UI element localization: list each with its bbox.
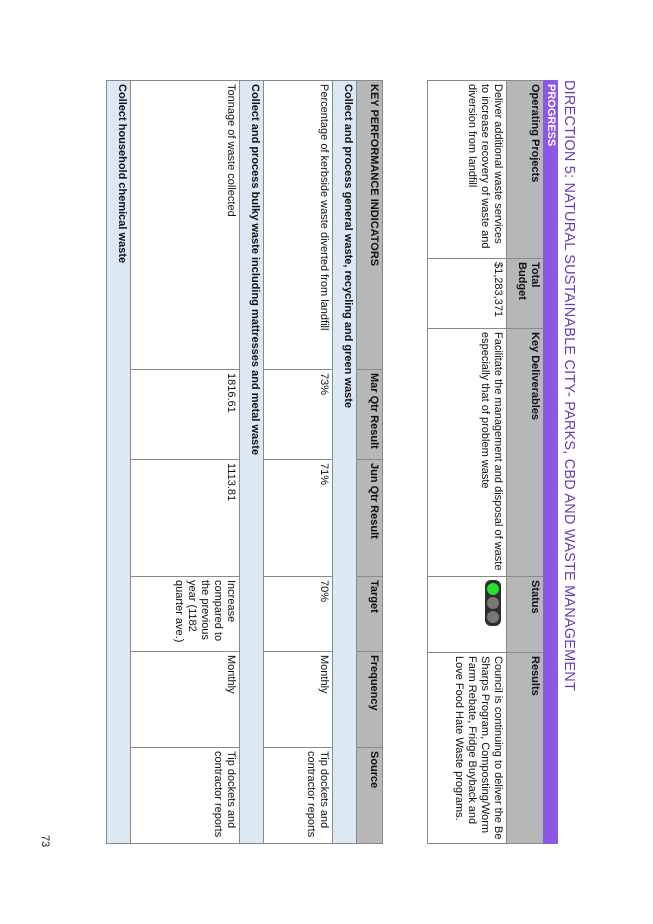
progress-band: PROGRESS: [544, 81, 558, 844]
header-target: Target: [357, 577, 383, 652]
red-light-icon: [487, 611, 499, 623]
header-jun-result: Jun Qtr Result: [357, 460, 383, 577]
amber-light-icon: [487, 597, 499, 609]
kpi-target: Increase compared to the previous year (1182 quarter ave.): [131, 577, 240, 652]
kpi-target: 70%: [264, 577, 333, 652]
project-budget: $1,283,371: [428, 259, 507, 329]
header-status: Status: [507, 577, 544, 653]
operating-projects-table: [427, 80, 558, 844]
kpi-mar-result: 1816.61: [131, 370, 240, 460]
header-frequency: Frequency: [357, 652, 383, 748]
header-key-deliverables: Key Deliverables: [507, 329, 544, 577]
green-light-icon: [487, 583, 499, 595]
header-kpi: KEY PERFORMANCE INDICATORS: [357, 81, 383, 370]
header-results: Results: [507, 653, 544, 844]
kpi-mar-result: 73%: [264, 370, 333, 460]
kpi-source: Tip dockets and contractor reports: [264, 748, 333, 844]
header-total-budget: Total Budget: [507, 259, 544, 329]
project-results: Council is continuing to deliver the Be Sharps Program, Composting/Worm Farm Rebate, Fridge Buyback and Love Food Hate Waste programs.: [428, 653, 507, 844]
header-mar-result: Mar Qtr Result: [357, 370, 383, 460]
project-deliverables: Facilitate the management and disposal of waste especially that of problem waste: [428, 329, 507, 577]
kpi-indicator: Percentage of kerbside waste diverted from landfill: [264, 81, 333, 370]
section-title: Collect and process bulky waste including mattresses and metal waste: [240, 81, 264, 844]
traffic-light-icon: [485, 580, 501, 626]
kpi-frequency: Monthly: [264, 652, 333, 748]
page-number: 73: [39, 835, 51, 848]
project-name: Deliver additional waste services to increase recovery of waste and diversion from landfill: [428, 81, 507, 259]
project-status: [428, 577, 507, 653]
kpi-table: [106, 80, 383, 844]
header-operating-projects: Operating Projects: [507, 81, 544, 259]
kpi-jun-result: 71%: [264, 460, 333, 577]
kpi-jun-result: 1113.81: [131, 460, 240, 577]
section-title: Collect and process general waste, recycling and green waste: [333, 81, 357, 844]
header-source: Source: [357, 748, 383, 844]
kpi-indicator: Tonnage of waste collected: [131, 81, 240, 370]
kpi-frequency: Monthly: [131, 652, 240, 748]
section-title: Collect household chemical waste: [107, 81, 131, 844]
kpi-source: Tip dockets and contractor reports: [131, 748, 240, 844]
page-heading: DIRECTION 5: NATURAL SUSTAINABLE CITY- PARKS, CBD AND WASTE MANAGEMENT: [561, 80, 577, 692]
